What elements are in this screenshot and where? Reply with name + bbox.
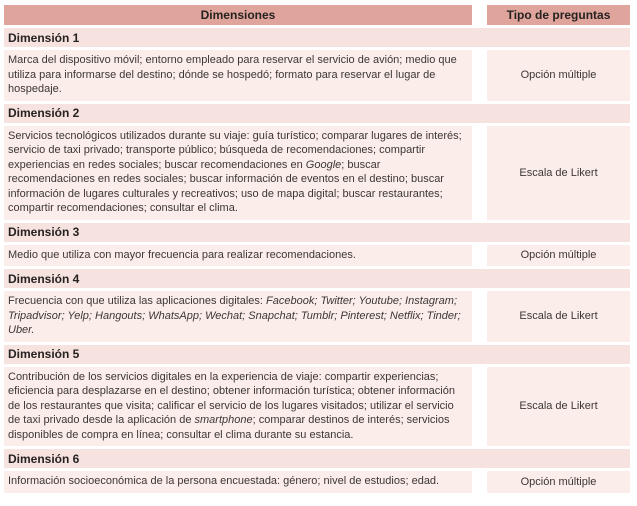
dimension-title: Dimensión 4 — [8, 271, 80, 286]
dimension-description: Información socioeconómica de la persona encuestada: género; nivel de estudios; edad. — [4, 471, 472, 493]
dimension-description: Servicios tecnológicos utilizados durante su viaje: guía turístico; comparar lugares de interés; servicio de taxi privado; transporte público; búsqueda de recomendaciones; compartir experiencias en redes sociales; buscar recomendaciones en Google; buscar recomendaciones en redes sociales; buscar información de eventos en el destino; buscar información de lugares culturales y recreativos; uso de mapa digital; buscar restaurantes; compartir recomendaciones; consultar el clima. — [4, 126, 472, 220]
table-header-row — [4, 5, 630, 25]
question-type: Escala de Likert — [487, 291, 630, 342]
dimension-band-4 — [4, 269, 630, 288]
dimension-band-1 — [4, 28, 630, 47]
dimension-description: Contribución de los servicios digitales en la experiencia de viaje: compartir experiencias; eficiencia para desplazarse en el destino; obtener información turística; obtener información de los restaurantes que visita; calificar el servicio de los lugares visitados; utilizar el servicio de taxi privado desde la aplicación de smartphone; comparar destinos de interés; servicios disponibles de compra en línea; consultar el clima durante su estancia. — [4, 367, 472, 447]
dimension-title: Dimensión 5 — [8, 347, 80, 361]
dimension-title: Dimensión 2 — [8, 106, 80, 120]
question-type: Opción múltiple — [487, 50, 630, 101]
table-row — [4, 291, 630, 342]
dimension-description: Frecuencia con que utiliza las aplicaciones digitales: Facebook; Twitter; Youtube; Instagram; Tripadvisor; Yelp; Hangouts; WhatsApp; Wechat; Snapchat; Tumblr; Pinterest; Netflix; Tinder; Uber. — [4, 291, 472, 342]
question-type: Opción múltiple — [487, 471, 630, 493]
dimension-band-6 — [4, 449, 630, 468]
header-tipo-de-preguntas: Tipo de preguntas — [487, 5, 630, 25]
dimension-description: Marca del dispositivo móvil; entorno empleado para reservar el servicio de avión; medio que utiliza para informarse del destino; dónde se hospedó; formato para reservar el lugar de hospedaje. — [4, 50, 472, 101]
dimension-title: Dimensión 1 — [8, 30, 80, 45]
dimension-title: Dimensión 3 — [8, 225, 80, 239]
question-type: Opción múltiple — [487, 245, 630, 267]
question-type: Escala de Likert — [487, 126, 630, 220]
dimension-title: Dimensión 6 — [8, 451, 80, 466]
question-type: Escala de Likert — [487, 367, 630, 447]
dimension-description: Medio que utiliza con mayor frecuencia para realizar recomendaciones. — [4, 245, 472, 267]
dimension-band-3 — [4, 223, 630, 242]
table-row — [4, 367, 630, 447]
table-row — [4, 126, 630, 220]
header-dimensiones: Dimensiones — [4, 5, 472, 25]
dimension-band-2 — [4, 104, 630, 123]
table-row — [4, 245, 630, 267]
dimension-band-5 — [4, 345, 630, 364]
table-row — [4, 50, 630, 101]
table-row — [4, 471, 630, 493]
